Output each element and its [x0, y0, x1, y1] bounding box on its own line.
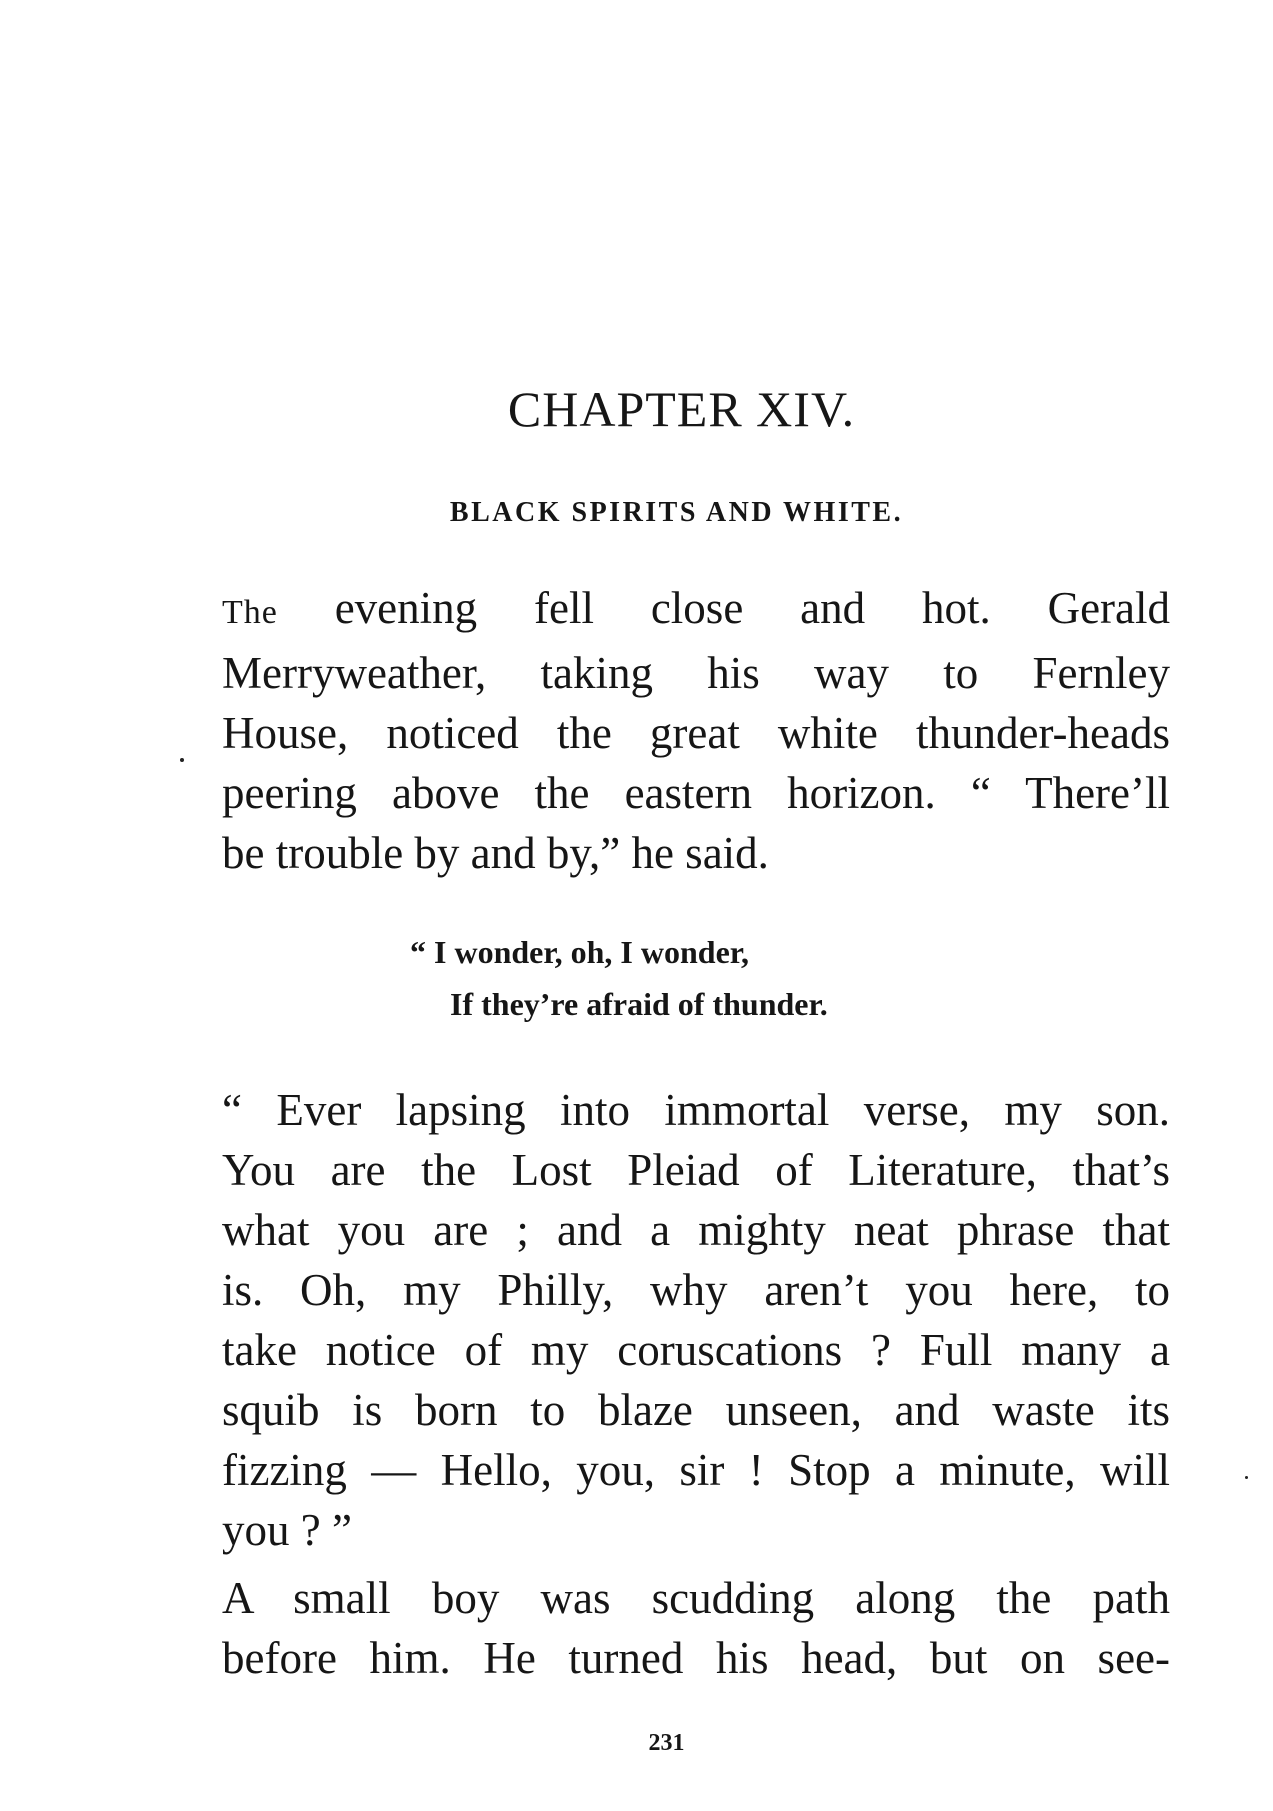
text-line: peering above the eastern horizon. “ There’ll — [222, 768, 1170, 818]
verse-quote — [410, 926, 828, 1030]
text-line: “ Ever lapsing into immortal verse, my son. — [222, 1085, 1170, 1135]
text-line: is. Oh, my Philly, why aren’t you here, to — [222, 1265, 1170, 1315]
print-speck — [1245, 1476, 1248, 1479]
text-line: You are the Lost Pleiad of Literature, that’s — [222, 1145, 1170, 1195]
paragraph-1 — [222, 578, 1170, 883]
small-caps-lead: The — [222, 594, 278, 631]
text-line: fizzing — Hello, you, sir ! Stop a minute, will — [222, 1445, 1170, 1495]
text-line: be trouble by and by,” he said. — [222, 828, 769, 878]
verse-line-2: If they’re afraid of thunder. — [450, 986, 828, 1022]
text-line: Merryweather, taking his way to Fernley — [222, 648, 1170, 698]
print-speck — [180, 758, 184, 762]
verse-line-1: “ I wonder, oh, I wonder, — [410, 934, 750, 970]
text-line: you ? ” — [222, 1505, 352, 1555]
text-line: take notice of my coruscations ? Full many a — [222, 1325, 1170, 1375]
text-line: A small boy was scudding along the path — [222, 1573, 1170, 1623]
page-number: 231 — [648, 1730, 685, 1756]
paragraph-2 — [222, 1080, 1170, 1560]
paragraph-3 — [222, 1568, 1170, 1688]
text-line: House, noticed the great white thunder-heads — [222, 708, 1170, 758]
text-line: squib is born to blaze unseen, and waste its — [222, 1385, 1170, 1435]
chapter-title: CHAPTER XIV. — [507, 381, 856, 437]
text-line: what you are ; and a mighty neat phrase that — [222, 1205, 1170, 1255]
text-line: before him. He turned his head, but on see- — [222, 1633, 1170, 1683]
text-line: The evening fell close and hot. Gerald — [222, 583, 1170, 633]
chapter-subtitle: BLACK SPIRITS AND WHITE. — [449, 497, 904, 528]
